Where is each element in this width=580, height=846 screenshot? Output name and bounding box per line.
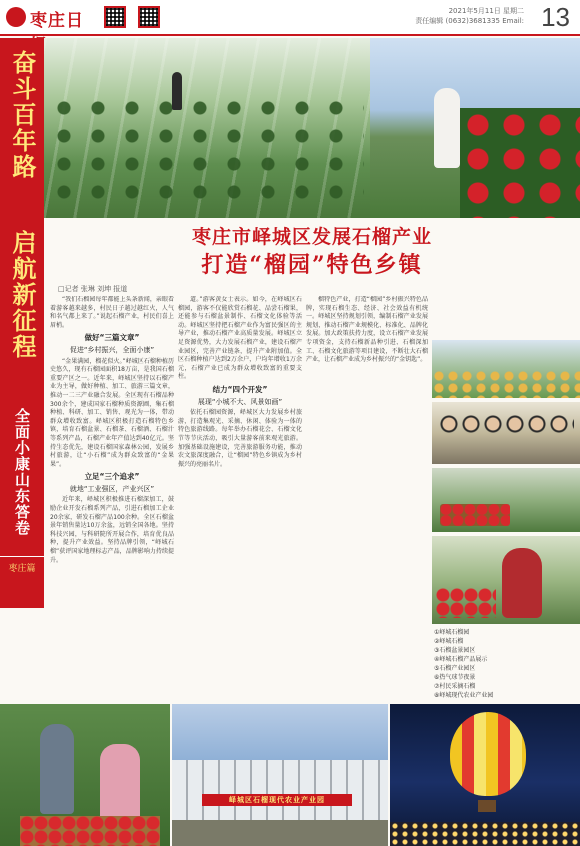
fruit-basket [440, 504, 510, 526]
section1-subtitle: 促进“乡村振兴，全面小康” [69, 345, 155, 354]
section2-title: 立足“三个追求” [84, 472, 140, 482]
photo-orchard [432, 340, 580, 398]
people-group [438, 412, 574, 452]
section2-body: 近年来，峄城区积极推进石榴深加工，鼓励企业开发石榴系列产品，引进石榴加工企业20余家，研发石榴产品100余种。全区石榴盆景年销售量达10万余盆，远销全国各地。坚持科技兴园，与科研院所开展合作，培育优良品种，提升产业效益。坚持品牌引领，“峄城石榴”获评国家地理标志产品，品牌影响力持续提升。 [50, 496, 174, 564]
night-lights [390, 822, 580, 846]
photo-harvest [432, 468, 580, 532]
photo-villagers [0, 704, 170, 846]
headline-area [44, 218, 580, 278]
bonsai-pots [54, 98, 364, 208]
caption-item: ①峄城石榴园 [434, 629, 470, 636]
article-column-1 [50, 296, 174, 700]
photo-captions [434, 628, 578, 700]
slogan-bottom: 启航新征程 [8, 230, 37, 360]
article-column-3 [306, 296, 428, 700]
section1-body: “金果满园，榴花似火。”峄城区石榴种植历史悠久，现有石榴园面积18万亩，是我国石榴重要产区之一。近年来，峄城区坚持以石榴产业为主导，做好种植、加工、旅游三篇文章，推动一二三产业融合发展。全区现有石榴品种300余个，建成国家石榴种质资源圃，集石榴种植、科研、加工、销售、观光为一体，带动群众增收致富。峄城区积极打造石榴特色乡镇，培育石榴盆景、石榴茶、石榴酒、石榴汁等系列产品，石榴产业年产值达到40亿元。坚持生态优先，建设石榴国家森林公园，发展乡村旅游，让“小石榴”成为群众致富的“金果果”。 [50, 357, 174, 468]
photo-group [432, 402, 580, 464]
caption-item: ⑧峄城现代农业产业园 [434, 692, 494, 699]
editor-line: 责任编辑 (0632)3681335 Email: [415, 17, 524, 25]
date-line: 2021年5月11日 星期二 [448, 7, 524, 15]
newspaper-logo [6, 4, 94, 30]
caption-item: ④峄城石榴产品展示 [434, 656, 488, 663]
picker-figure [502, 548, 542, 618]
caption-item: ②峄城石榴 [434, 638, 464, 645]
masthead [0, 0, 580, 36]
park-sign: 峄城区石榴现代农业产业园 [202, 794, 352, 806]
page-number: 13 [541, 2, 570, 32]
section3-subtitle: 展现“小城不大、风景如画” [197, 397, 283, 406]
caption-item: ⑥热气球节夜景 [434, 674, 476, 681]
villager-figure [100, 744, 140, 824]
headline-line1: 枣庄市峄城区发展石榴产业 [191, 226, 432, 248]
photo-industrial-park [172, 704, 388, 846]
villager-figure [40, 724, 74, 814]
section2-subtitle: 就地“工业强区，产业兴区” [69, 484, 155, 493]
photo-picker [432, 536, 580, 624]
section3-title: 结力“四个开发” [212, 384, 268, 394]
worker-figure [172, 72, 182, 110]
ground [172, 820, 388, 846]
headline-line2: 打造“榴园”特色乡镇 [201, 252, 423, 278]
section3-body: 依托石榴园资源，峄城区大力发展乡村旅游，打造集观光、采摘、休闲、体验为一体的特色旅游线路。每年举办石榴花会、石榴文化节等节庆活动，吸引大量游客前来观光旅游。加强基础设施建设，完善旅游服务功能，推动农文旅深度融合，让“榴园”特色乡镇成为乡村振兴的亮丽名片。 [178, 409, 302, 468]
caption-item: ⑦村民采摘石榴 [434, 683, 476, 690]
qr-code-icon [138, 6, 160, 28]
logo-mark-icon [6, 7, 26, 27]
section1-title: 做好“三篇文章” [84, 333, 140, 343]
pomegranate-photo [460, 108, 580, 218]
column2-body: 道。”游客黄女士表示。如今，在峄城区石榴园，游客不仅能欣赏石榴花、品尝石榴果，还能参与石榴盆景制作、石榴文化体验等活动。峄城区坚持把石榴产业作为富民强区的主导产业，推动石榴产业高质量发展。峄城区立足资源优势，大力发展石榴产业，建设石榴产业园区，完善产业链条，提升产业附加值。全区石榴种植户达到2万余户，户均年增收1万余元，石榴产业已成为群众增收致富的重要支柱。 [178, 296, 302, 381]
byline: □记者 张琳 刘坤 报道 [58, 285, 128, 293]
photo-balloon-night [390, 704, 580, 846]
column-title: 全面小康山东答卷 [13, 408, 31, 536]
greenhouse-roofs [172, 760, 388, 820]
caption-item: ③石榴盆景园区 [434, 647, 476, 654]
hot-air-balloon-icon [450, 712, 526, 796]
issue-info [415, 6, 524, 26]
caption-item: ⑤石榴产业园区 [434, 665, 476, 672]
edition-label: 枣庄篇 [0, 556, 44, 608]
column-sidebar [0, 38, 44, 598]
column3-body: 榴特色产业，打造“榴园”乡村振兴特色品牌，实现石榴生态、经济、社会效益有机统一。峄城区坚持规划引领，编制石榴产业发展规划，推动石榴产业规模化、标准化、品牌化发展。加大政策扶持力度，设立石榴产业发展专项资金，支持石榴新品种引进、石榴深加工、石榴文化旅游等项目建设，不断壮大石榴产业，让石榴产业成为乡村振兴的“金钥匙”。 [306, 296, 428, 364]
fruit-crate [20, 816, 160, 846]
paper-name: 枣庄日 [30, 11, 84, 31]
balloon-basket [478, 800, 496, 812]
qr-code-icon [104, 6, 126, 28]
article-column-2 [178, 296, 302, 700]
fruit-cluster [436, 588, 496, 618]
hero-photo [44, 38, 580, 218]
lead-paragraph: “我们石榴园每年都能上头条新闻，亲眼看着游客越来越多，村民日子越过越红火，人气和名气都上来了。”说起石榴产业，村民们喜上眉梢。 [50, 296, 174, 329]
slogan-top: 奋斗百年路 [8, 50, 37, 180]
statue-figure [434, 88, 460, 168]
